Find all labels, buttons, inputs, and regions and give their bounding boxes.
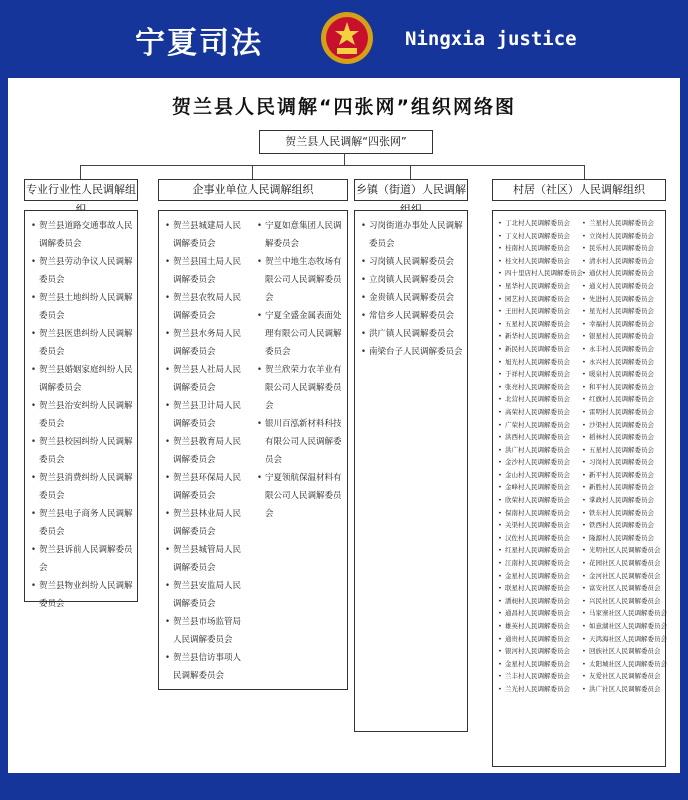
list-item: • 贺兰县物业纠纷人民调解委员会	[29, 577, 133, 613]
court-emblem-icon	[319, 10, 375, 66]
list-item: • 贺兰县水务局人民调解委员会	[163, 325, 249, 361]
list-item: • 丁义村人民调解委员会	[497, 230, 577, 243]
list-item: • 立岗镇人民调解委员会	[359, 271, 463, 289]
list-item: • 天鸿海社区人民调解委员会	[581, 633, 663, 646]
list-item: • 银川百泓新材料科技有限公司人民调解委员会	[255, 415, 343, 469]
list-item: • 于祥村人民调解委员会	[497, 368, 577, 381]
list-item: • 回族社区人民调解委员会	[581, 645, 663, 658]
list-item: • 保南村人民调解委员会	[497, 507, 577, 520]
column-header-enterprise: 企事业单位人民调解组织	[158, 179, 348, 201]
list-item: • 星华村人民调解委员会	[497, 280, 577, 293]
list-item: • 贺兰县道路交通事故人民调解委员会	[29, 217, 133, 253]
list-item: • 金沙村人民调解委员会	[497, 456, 577, 469]
list-item: • 旭光村人民调解委员会	[497, 356, 577, 369]
list-item: • 宁夏全盛金属表面处理有限公司人民调解委员会	[255, 307, 343, 361]
list-item: • 贺兰县人社局人民调解委员会	[163, 361, 249, 397]
column-header-township: 乡镇（街道）人民调解	[354, 179, 468, 201]
list-item: • 幸福村人民调解委员会	[581, 318, 663, 331]
list-item: • 贺兰县诉前人民调解委员会	[29, 541, 133, 577]
list-item: • 贺兰县校园纠纷人民调解委员会	[29, 433, 133, 469]
connector-col3	[410, 165, 411, 179]
list-item: • 银星村人民调解委员会	[581, 330, 663, 343]
column-header-village: 村居（社区）人民调解组织	[492, 179, 666, 201]
list-item: • 金贵镇人民调解委员会	[359, 289, 463, 307]
list-item: • 红旗村人民调解委员会	[581, 393, 663, 406]
connector-col1	[80, 165, 81, 179]
list-item: • 园艺村人民调解委员会	[497, 293, 577, 306]
list-item: • 富安社区人民调解委员会	[581, 582, 663, 595]
column-village	[492, 210, 666, 767]
site-footer	[0, 775, 688, 800]
list-item: • 四十里店村人民调解委员会	[497, 267, 577, 280]
list-item: • 南梁台子人民调解委员会	[359, 343, 463, 361]
professional-list	[25, 211, 137, 613]
list-item: • 贺兰县医患纠纷人民调解委员会	[29, 325, 133, 361]
list-item: • 通贵村人民调解委员会	[497, 633, 577, 646]
list-item: • 永丰村人民调解委员会	[581, 343, 663, 356]
list-item: • 雄英村人民调解委员会	[497, 620, 577, 633]
root-node: 贺兰县人民调解“四张网”	[259, 130, 433, 154]
connector-horizontal	[80, 165, 584, 166]
list-item: • 花园社区人民调解委员会	[581, 557, 663, 570]
list-item: • 贺兰县国土局人民调解委员会	[163, 253, 249, 289]
village-list-right	[581, 217, 667, 696]
list-item: • 雷明村人民调解委员会	[581, 406, 663, 419]
list-item: • 贺兰县信访事项人民调解委员会	[163, 649, 249, 685]
list-item: • 联星村人民调解委员会	[497, 582, 577, 595]
list-item: • 先进村人民调解委员会	[581, 293, 663, 306]
list-item: • 光明社区人民调解委员会	[581, 544, 663, 557]
list-item: • 张亮村人民调解委员会	[497, 381, 577, 394]
list-item: • 洪西村人民调解委员会	[497, 431, 577, 444]
list-item: • 习岗镇人民调解委员会	[359, 253, 463, 271]
list-item: • 贺兰县城管局人民调解委员会	[163, 541, 249, 577]
list-item: • 和平村人民调解委员会	[581, 381, 663, 394]
site-title-cn: 宁夏司法	[135, 26, 263, 61]
list-item: • 清水村人民调解委员会	[581, 255, 663, 268]
list-item: • 宁夏如意集团人民调解委员会	[255, 217, 343, 253]
list-item: • 欣荣村人民调解委员会	[497, 494, 577, 507]
list-item: • 兰星村人民调解委员会	[581, 217, 663, 230]
list-item: • 掌政村人民调解委员会	[581, 494, 663, 507]
list-item: • 贺兰县城建局人民调解委员会	[163, 217, 249, 253]
list-item: • 贺兰县安监局人民调解委员会	[163, 577, 249, 613]
list-item: • 习岗村人民调解委员会	[581, 456, 663, 469]
list-item: • 稻林村人民调解委员会	[581, 431, 663, 444]
list-item: • 贺兰县劳动争议人民调解委员会	[29, 253, 133, 289]
list-item: • 马家寨社区人民调解委员会	[581, 607, 663, 620]
list-item: • 贺兰县林业局人民调解委员会	[163, 505, 249, 541]
site-title-en: Ningxia justice	[405, 28, 577, 50]
list-item: • 关渠村人民调解委员会	[497, 519, 577, 532]
list-item: • 王田村人民调解委员会	[497, 305, 577, 318]
list-item: • 新平村人民调解委员会	[581, 469, 663, 482]
list-item: • 银河村人民调解委员会	[497, 645, 577, 658]
list-item: • 桂南村人民调解委员会	[497, 242, 577, 255]
list-item: • 永兴村人民调解委员会	[581, 356, 663, 369]
list-item: • 贺兰县治安纠纷人民调解委员会	[29, 397, 133, 433]
list-item: • 洪广社区人民调解委员会	[581, 683, 663, 696]
column-township	[354, 210, 468, 732]
connector-col4	[584, 165, 585, 179]
list-item: • 习岗街道办事处人民调解委员会	[359, 217, 463, 253]
list-item: • 通义村人民调解委员会	[581, 280, 663, 293]
list-item: • 丁北村人民调解委员会	[497, 217, 577, 230]
list-item: • 宁夏领航保温材料有限公司人民调解委员会	[255, 469, 343, 523]
list-item: • 如意湖社区人民调解委员会	[581, 620, 663, 633]
list-item: • 立岗村人民调解委员会	[581, 230, 663, 243]
list-item: • 贺兰县市场监管局人民调解委员会	[163, 613, 249, 649]
list-item: • 贺兰欣荣力农羊业有限公司人民调解委员会	[255, 361, 343, 415]
list-item: • 通昌村人民调解委员会	[497, 607, 577, 620]
list-item: • 北营村人民调解委员会	[497, 393, 577, 406]
list-item: • 兰光村人民调解委员会	[497, 683, 577, 696]
list-item: • 新胜村人民调解委员会	[581, 481, 663, 494]
list-item: • 桂文村人民调解委员会	[497, 255, 577, 268]
list-item: • 贺兰县电子商务人民调解委员会	[29, 505, 133, 541]
list-item: • 五星村人民调解委员会	[581, 444, 663, 457]
list-item: • 贺兰县卫计局人民调解委员会	[163, 397, 249, 433]
list-item: • 隆源村人民调解委员会	[581, 532, 663, 545]
column-header-professional: 专业行业性人民调解组	[24, 179, 138, 201]
list-item: • 五星村人民调解委员会	[497, 318, 577, 331]
list-item: • 新民村人民调解委员会	[497, 343, 577, 356]
list-item: • 金星村人民调解委员会	[497, 570, 577, 583]
chart-title: 贺兰县人民调解“四张网”组织网络图	[172, 96, 516, 118]
list-item: • 江南村人民调解委员会	[497, 557, 577, 570]
list-item: • 星光村人民调解委员会	[581, 305, 663, 318]
list-item: • 铁西村人民调解委员会	[581, 519, 663, 532]
list-item: • 金河社区人民调解委员会	[581, 570, 663, 583]
list-item: • 高荣村人民调解委员会	[497, 406, 577, 419]
list-item: • 铁东村人民调解委员会	[581, 507, 663, 520]
list-item: • 金峰村人民调解委员会	[497, 481, 577, 494]
list-item: • 暖泉村人民调解委员会	[581, 368, 663, 381]
list-item: • 广荣村人民调解委员会	[497, 419, 577, 432]
enterprise-list-companies	[255, 217, 343, 523]
list-item: • 汉佐村人民调解委员会	[497, 532, 577, 545]
list-item: • 民乐村人民调解委员会	[581, 242, 663, 255]
list-item: • 沙渠村人民调解委员会	[581, 419, 663, 432]
list-item: • 红星村人民调解委员会	[497, 544, 577, 557]
list-item: • 贺兰中地生态牧场有限公司人民调解委员会	[255, 253, 343, 307]
list-item: • 太阳城社区人民调解委员会	[581, 658, 663, 671]
list-item: • 贺兰县消费纠纷人民调解委员会	[29, 469, 133, 505]
list-item: • 金星村人民调解委员会	[497, 658, 577, 671]
column-professional	[24, 210, 138, 609]
list-item: • 金山村人民调解委员会	[497, 469, 577, 482]
connector-col2	[252, 165, 253, 179]
list-item: • 兴民社区人民调解委员会	[581, 595, 663, 608]
list-item: • 洪广村人民调解委员会	[497, 444, 577, 457]
list-item: • 洪广镇人民调解委员会	[359, 325, 463, 343]
list-item: • 贺兰县土地纠纷人民调解委员会	[29, 289, 133, 325]
list-item: • 友爱社区人民调解委员会	[581, 670, 663, 683]
list-item: • 常信乡人民调解委员会	[359, 307, 463, 325]
list-item: • 新华村人民调解委员会	[497, 330, 577, 343]
township-list	[355, 211, 467, 361]
list-item: • 潘昶村人民调解委员会	[497, 595, 577, 608]
list-item: • 贺兰县婚姻家庭纠纷人民调解委员会	[29, 361, 133, 397]
site-header	[0, 0, 688, 74]
enterprise-list-government	[163, 217, 249, 685]
list-item: • 贺兰县农牧局人民调解委员会	[163, 289, 249, 325]
column-enterprise	[158, 210, 348, 690]
connector-root-down	[344, 153, 345, 165]
list-item: • 贺兰县教育局人民调解委员会	[163, 433, 249, 469]
village-list-left	[497, 217, 583, 696]
list-item: • 兰丰村人民调解委员会	[497, 670, 577, 683]
org-chart-panel	[8, 78, 680, 773]
list-item: • 贺兰县环保局人民调解委员会	[163, 469, 249, 505]
list-item: • 通伏村人民调解委员会	[581, 267, 663, 280]
